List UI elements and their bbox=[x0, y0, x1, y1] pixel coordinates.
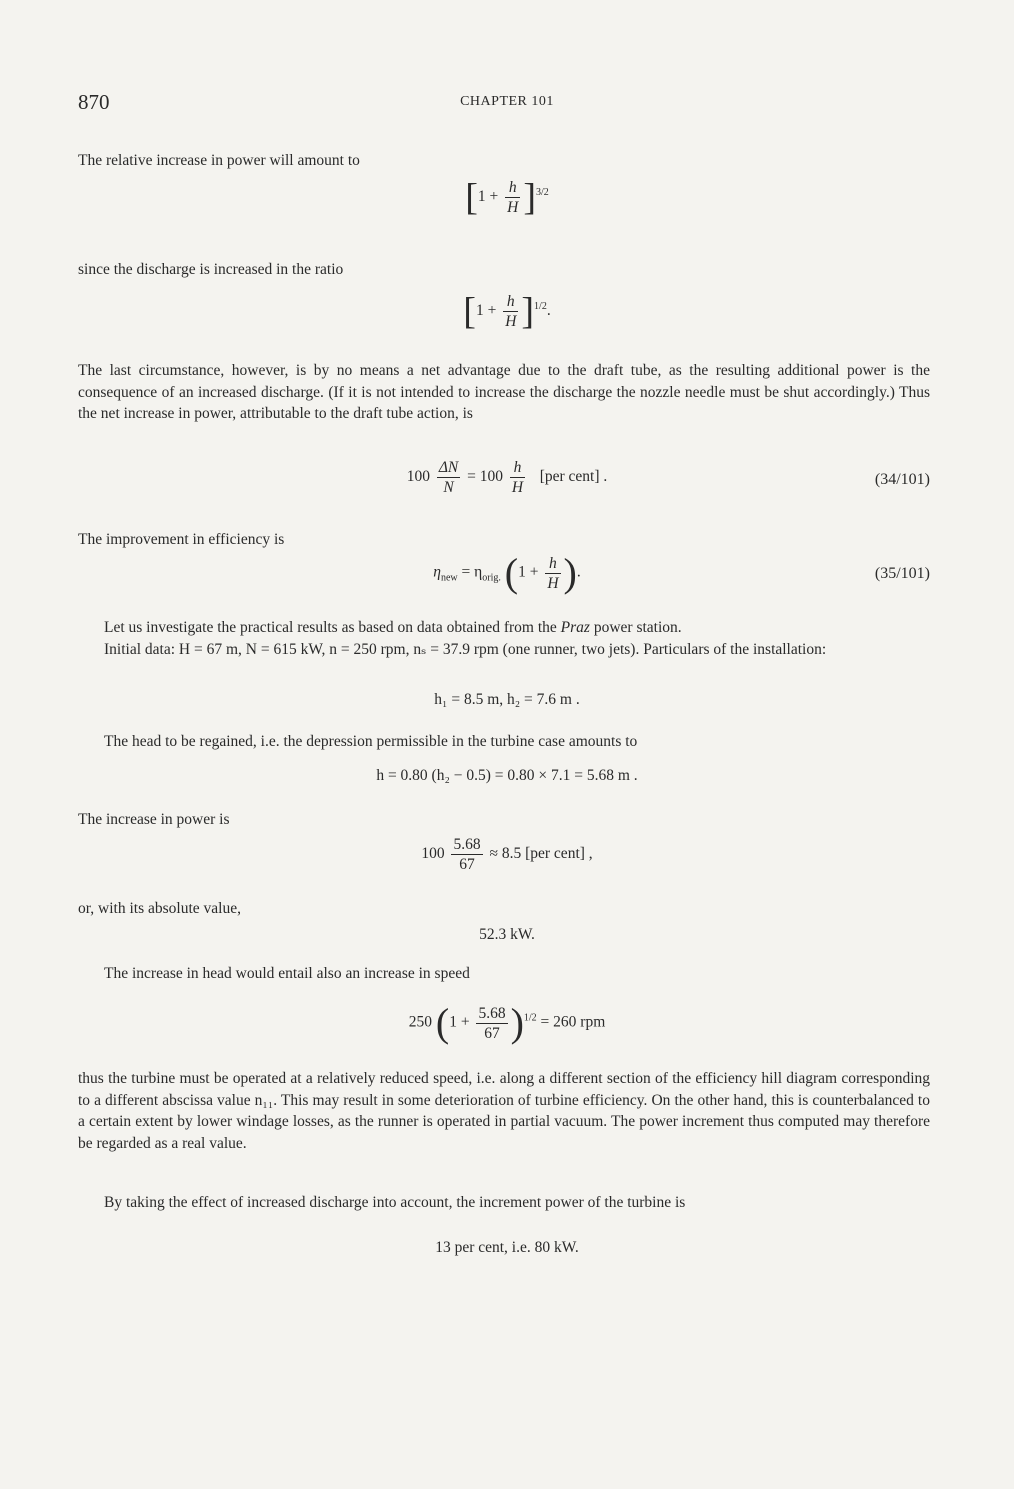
paragraph-increase-power: The increase in power is bbox=[78, 811, 230, 828]
running-head: CHAPTER 101 bbox=[460, 94, 554, 109]
equation-speed: 250 (1 + $\frac{5.68}{67}$ )$^{1/2}$ = 260 rpm bbox=[408, 1000, 606, 1045]
paragraph-absolute-value: or, with its absolute value, bbox=[78, 900, 241, 917]
paragraph-power-intro: The relative increase in power will amount to bbox=[78, 152, 360, 169]
equation-absolute-value: 52.3 kW. bbox=[479, 926, 535, 943]
equation-increase-percent: 100 $\frac{5.68}{67}$ ≈ 8.5 [per cent] , bbox=[421, 836, 593, 873]
paragraph-efficiency-intro: The improvement in efficiency is bbox=[78, 531, 285, 548]
paragraph-reduced-speed: thus the turbine must be operated at a relatively reduced speed, i.e. along a different section of the efficiency hill diagram corresponding to a different abscissa value n₁₁. This may result in some deterioration of turbine efficiency. On the other hand, this is counterbalanced to a certain extent by lower windage losses, as the runner is operated in partial vacuum. The power increment thus computed may therefore be regarded as a real value. bbox=[78, 1070, 930, 1152]
paragraph-head-regained: The head to be regained, i.e. the depression permissible in the turbine case amounts to bbox=[104, 733, 638, 750]
equation-discharge-ratio: [1 + $\frac{h}{H}$ ]$^{1/2}$. bbox=[463, 290, 551, 333]
equation-34: 100 $\frac{\Delta N}{N}$ = 100 $\frac{h}{H}$ [per cent] . bbox=[406, 459, 608, 496]
equation-power-ratio: [1 + $\frac{h}{H}$ ]$^{3/2}$ bbox=[465, 176, 549, 219]
equation-35: $\eta_{new} = \eta_{orig.}$ (1 + $\frac{h}{H}$ ). bbox=[433, 550, 581, 595]
paragraph-initial-data: Initial data: H = 67 m, N = 615 kW, n = 250 rpm, nₛ = 37.9 rpm (one runner, two jets). Particulars of the installation: bbox=[104, 641, 827, 658]
equation-number-34: (34/101) bbox=[874, 471, 930, 488]
paragraph-discharge-ratio: since the discharge is increased in the ratio bbox=[78, 261, 344, 278]
paragraph-speed-increase: The increase in head would entail also an increase in speed bbox=[104, 965, 470, 982]
paragraph-net-advantage: The last circumstance, however, is by no means a net advantage due to the draft tube, as the resulting additional power is the consequence of an increased discharge. (If it is not intended to increase the discharge the nozzle needle must be shut accordingly.) Thus the net increase in power, attributable to the draft tube action, is bbox=[78, 362, 930, 422]
paragraph-increment-power: By taking the effect of increased discharge into account, the increment power of the turbine is bbox=[104, 1194, 686, 1211]
result-increment: 13 per cent, i.e. 80 kW. bbox=[435, 1239, 579, 1256]
page-number: 870 bbox=[78, 90, 110, 114]
equation-head-calc: h = 0.80 (h₂ − 0.5) = 0.80 × 7.1 = 5.68 m . bbox=[376, 767, 638, 784]
paragraph-praz-station: Let us investigate the practical results as based on data obtained from the Praz power station. bbox=[104, 619, 682, 636]
equation-number-35: (35/101) bbox=[874, 565, 930, 582]
equation-heights: h₁ = 8.5 m, h₂ = 7.6 m . bbox=[434, 691, 580, 708]
